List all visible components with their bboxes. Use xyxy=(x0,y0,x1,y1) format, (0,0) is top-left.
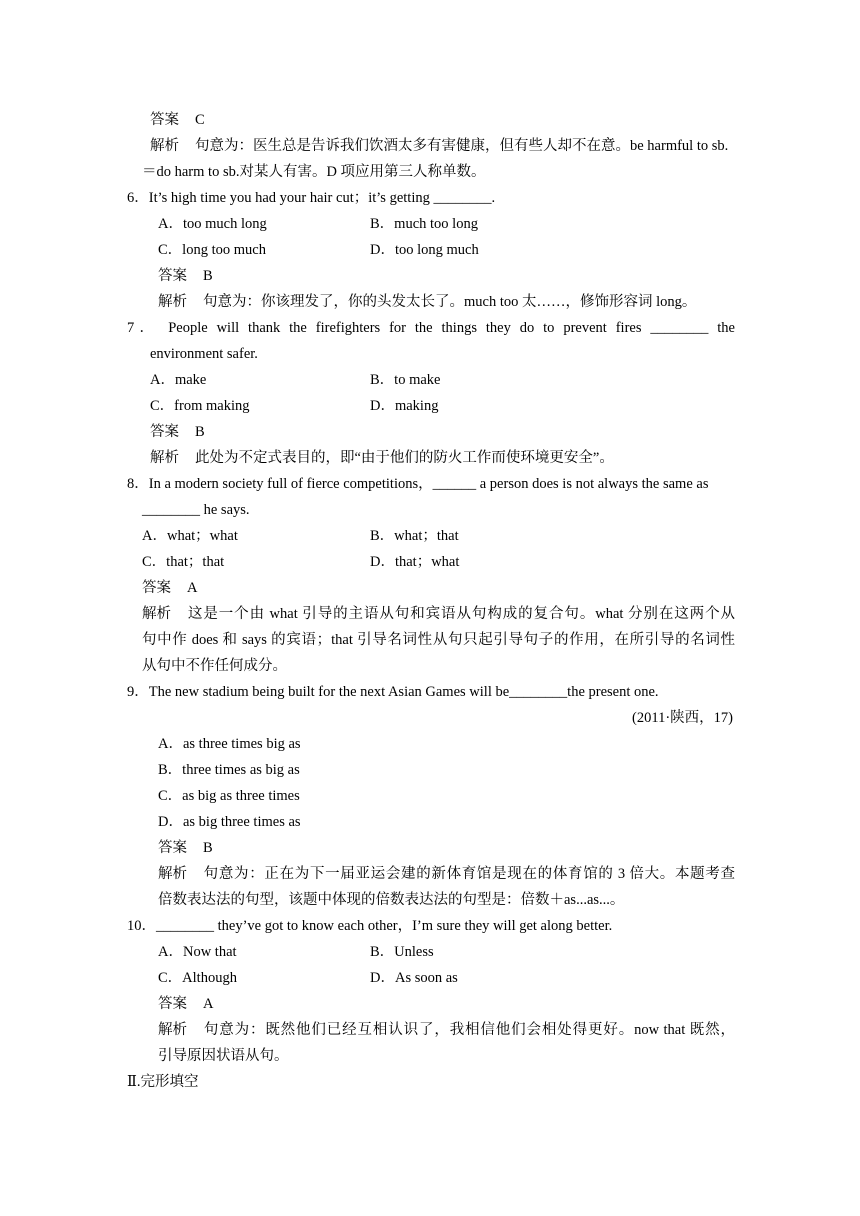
answer-label: 答案 xyxy=(150,112,179,128)
q6-answer-line xyxy=(158,266,213,286)
q8-option-a: A．what；what xyxy=(142,528,238,544)
q6-option-c: C．long too much xyxy=(158,242,266,258)
analysis-text: 此处为不定式表目的，即“由于他们的防火工作而使环境更安全”。 xyxy=(195,450,614,466)
q10-option-a: A．Now that xyxy=(158,944,237,960)
q7-analysis-line xyxy=(150,448,614,468)
q10-option-d: D．As soon as xyxy=(370,970,458,986)
q9-option-b: B．three times as big as xyxy=(158,762,300,778)
q7-answer-line xyxy=(150,422,205,442)
q8-analysis-line-3: 从句中不作任何成分。 xyxy=(142,658,287,674)
q7-option-d: D．making xyxy=(370,398,439,414)
analysis-label: 解析 xyxy=(142,606,171,622)
q10-option-c: C．Although xyxy=(158,970,237,986)
q9-answer-line xyxy=(158,838,213,858)
analysis-label: 解析 xyxy=(150,138,179,154)
answer-label: 答案 xyxy=(150,424,179,440)
analysis-text: 句意为：正在为下一届亚运会建的新体育馆是现在的体育馆的 3 倍大。本题考查 xyxy=(203,866,735,882)
answer-label: 答案 xyxy=(158,840,187,856)
q8-option-b: B．what；that xyxy=(370,528,459,544)
q6-analysis-line xyxy=(158,292,696,312)
q7-option-a: A．make xyxy=(150,372,207,388)
analysis-label: 解析 xyxy=(158,1022,187,1038)
q6-option-b: B．much too long xyxy=(370,216,478,232)
q8-stem-line-2: ________ he says. xyxy=(142,502,250,518)
answer-value: C xyxy=(195,112,205,128)
answer-value: B xyxy=(195,424,205,440)
answer-value: A xyxy=(187,580,198,596)
q8-answer-line xyxy=(142,578,197,598)
q9-analysis-line-1 xyxy=(158,864,735,884)
answer-label: 答案 xyxy=(142,580,171,596)
answer-value: B xyxy=(203,840,213,856)
q8-option-c: C．that；that xyxy=(142,554,225,570)
q8-stem-line-1: 8．In a modern society full of fierce competitions，______ a person does is not always the same as xyxy=(127,476,709,492)
answer-value: A xyxy=(203,996,214,1012)
q10-answer-line xyxy=(158,994,213,1014)
q5-analysis-line-1 xyxy=(150,136,728,156)
q7-option-c: C．from making xyxy=(150,398,250,414)
q10-stem: 10．________ they’ve got to know each other，I’m sure they will get along better. xyxy=(127,918,613,934)
q5-analysis-line-2: ＝do harm to sb.对某人有害。D 项应用第三人称单数。 xyxy=(142,164,486,180)
q8-analysis-line-2: 句中作 does 和 says 的宾语；that 引导名词性从句只起引导句子的作用，在所引导的名词性 xyxy=(142,632,735,648)
answer-label: 答案 xyxy=(158,268,187,284)
analysis-text: 句意为：医生总是告诉我们饮酒太多有害健康，但有些人却不在意。be harmful to sb. xyxy=(195,138,729,154)
q10-analysis-line-1 xyxy=(158,1020,735,1040)
analysis-label: 解析 xyxy=(150,450,179,466)
analysis-text: 句意为：既然他们已经互相认识了，我相信他们会相处得更好。now that 既然， xyxy=(203,1022,735,1038)
analysis-label: 解析 xyxy=(158,294,187,310)
q9-option-c: C．as big as three times xyxy=(158,788,300,804)
q9-option-a: A．as three times big as xyxy=(158,736,301,752)
q7-option-b: B．to make xyxy=(370,372,441,388)
q6-stem: 6．It’s high time you had your hair cut；it’s getting ________. xyxy=(127,190,496,206)
q9-source: (2011·陕西，17) xyxy=(632,710,733,726)
section-heading: Ⅱ.完形填空 xyxy=(127,1074,199,1090)
answer-value: B xyxy=(203,268,213,284)
q9-stem: 9．The new stadium being built for the next Asian Games will be________the present one. xyxy=(127,684,659,700)
q8-option-d: D．that；what xyxy=(370,554,460,570)
analysis-label: 解析 xyxy=(158,866,187,882)
q10-option-b: B．Unless xyxy=(370,944,434,960)
analysis-text: 句意为：你该理发了，你的头发太长了。much too 太……，修饰形容词 long。 xyxy=(203,294,697,310)
q5-answer-line xyxy=(150,110,205,130)
q7-stem-line-1: 7． People will thank the firefighters for the things they do to prevent fires ________ the xyxy=(127,320,735,336)
q9-analysis-line-2: 倍数表达法的句型，该题中体现的倍数表达法的句型是：倍数＋as...as...。 xyxy=(158,892,625,908)
q6-option-a: A．too much long xyxy=(158,216,267,232)
q8-analysis-line-1 xyxy=(142,604,735,624)
analysis-text: 这是一个由 what 引导的主语从句和宾语从句构成的复合句。what 分别在这两个从 xyxy=(187,606,735,622)
q10-analysis-line-2: 引导原因状语从句。 xyxy=(158,1048,289,1064)
q7-stem-line-2: environment safer. xyxy=(150,346,258,362)
q9-option-d: D．as big three times as xyxy=(158,814,301,830)
answer-label: 答案 xyxy=(158,996,187,1012)
q6-option-d: D．too long much xyxy=(370,242,479,258)
